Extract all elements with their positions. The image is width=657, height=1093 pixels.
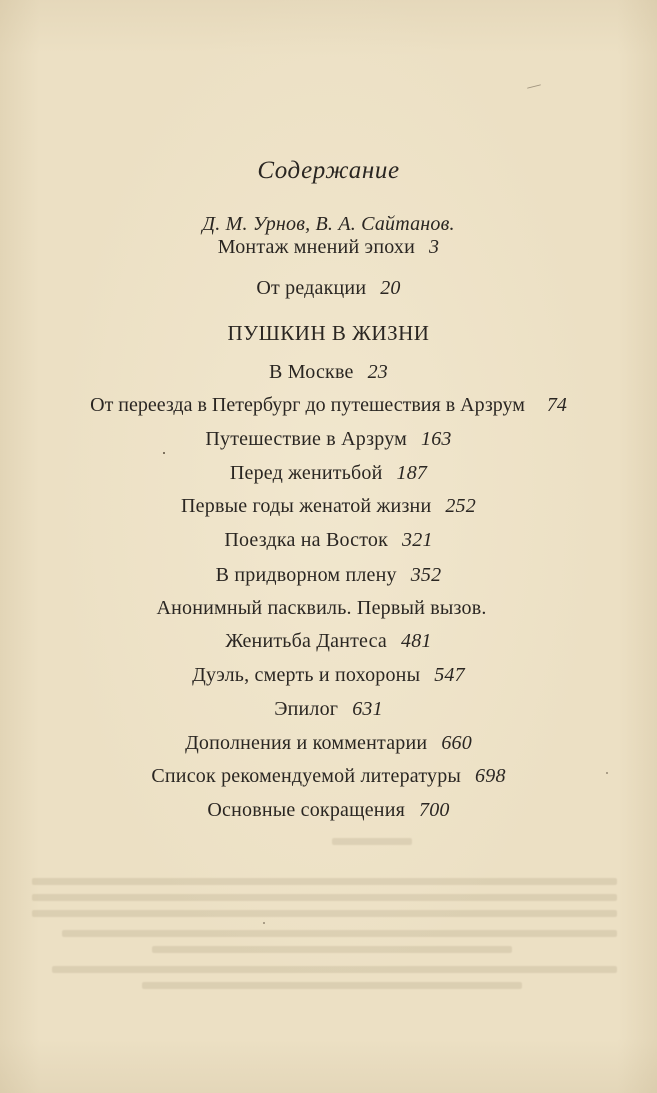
toc-entry-label: В Москве xyxy=(269,361,354,383)
toc-entry-label: Женитьба Дантеса xyxy=(225,630,388,652)
toc-entry-label: Дополнения и комментарии xyxy=(185,732,428,754)
toc-entry-label: От редакции xyxy=(256,277,367,299)
toc-entry-page: 698 xyxy=(475,765,506,787)
toc-entry-page: 252 xyxy=(445,495,476,517)
toc-entry[interactable] xyxy=(0,697,657,721)
toc-entry-page: 631 xyxy=(352,698,383,720)
paper-speck xyxy=(606,772,608,774)
toc-entry[interactable] xyxy=(0,461,657,485)
toc-entry[interactable] xyxy=(0,494,657,518)
toc-entry[interactable] xyxy=(0,663,657,687)
toc-entry[interactable] xyxy=(0,563,657,587)
toc-entry[interactable] xyxy=(0,731,657,755)
toc-entry-label: Анонимный пасквиль. Первый вызов. xyxy=(156,597,487,619)
toc-entry[interactable] xyxy=(0,393,657,417)
toc-entry-intro[interactable] xyxy=(0,235,657,259)
toc-entry[interactable] xyxy=(0,629,657,653)
toc-entry-page: 20 xyxy=(380,277,401,299)
section-title: ПУШКИН В ЖИЗНИ xyxy=(227,321,430,345)
toc-entry-page: 481 xyxy=(401,630,432,652)
toc-entry-page: 321 xyxy=(402,529,433,551)
toc-entry-label: Первые годы женатой жизни xyxy=(181,495,432,517)
toc-entry-label: От переезда в Петербург до путешествия в Арзрум xyxy=(90,394,525,416)
toc-entry-label: Поездка на Восток xyxy=(224,529,389,551)
paper-speck xyxy=(163,452,165,454)
toc-entry[interactable] xyxy=(0,798,657,822)
toc-entry-editorial[interactable] xyxy=(0,276,657,300)
toc-entry-page: 3 xyxy=(429,236,440,258)
toc-entry-page: 700 xyxy=(419,799,450,821)
toc-entry-page: 187 xyxy=(396,462,428,484)
toc-entry-page: 352 xyxy=(410,564,442,586)
reverse-side-bleed-through xyxy=(32,838,622,988)
toc-entry-label: Основные сокращения xyxy=(207,799,406,821)
toc-entry[interactable] xyxy=(0,764,657,788)
toc-entry-page: 74 xyxy=(546,394,567,416)
toc-entry-label: Путешествие в Арзрум xyxy=(205,428,408,450)
pencil-mark xyxy=(527,84,541,88)
intro-authors: Д. М. Урнов, В. А. Сайтанов. xyxy=(202,213,455,235)
toc-entry[interactable] xyxy=(0,528,657,552)
toc-entry-page: 660 xyxy=(441,732,472,754)
toc-entry-label: Монтаж мнений эпохи xyxy=(217,236,416,258)
paper-speck xyxy=(263,922,265,924)
toc-entry-label: В придворном плену xyxy=(215,564,397,586)
toc-entry-label: Эпилог xyxy=(274,698,339,720)
toc-entry-page: 163 xyxy=(421,428,452,450)
toc-entry-label: Перед женитьбой xyxy=(229,462,383,484)
toc-heading: Содержание xyxy=(257,157,400,184)
toc-entry[interactable] xyxy=(0,596,657,620)
toc-entry-page: 547 xyxy=(434,664,465,686)
toc-entry-label: Список рекомендуемой литературы xyxy=(151,765,462,787)
toc-entry[interactable] xyxy=(0,427,657,451)
toc-entry-label: Дуэль, смерть и похороны xyxy=(192,664,421,686)
toc-entry-page: 23 xyxy=(367,361,388,383)
toc-entry[interactable] xyxy=(0,360,657,384)
